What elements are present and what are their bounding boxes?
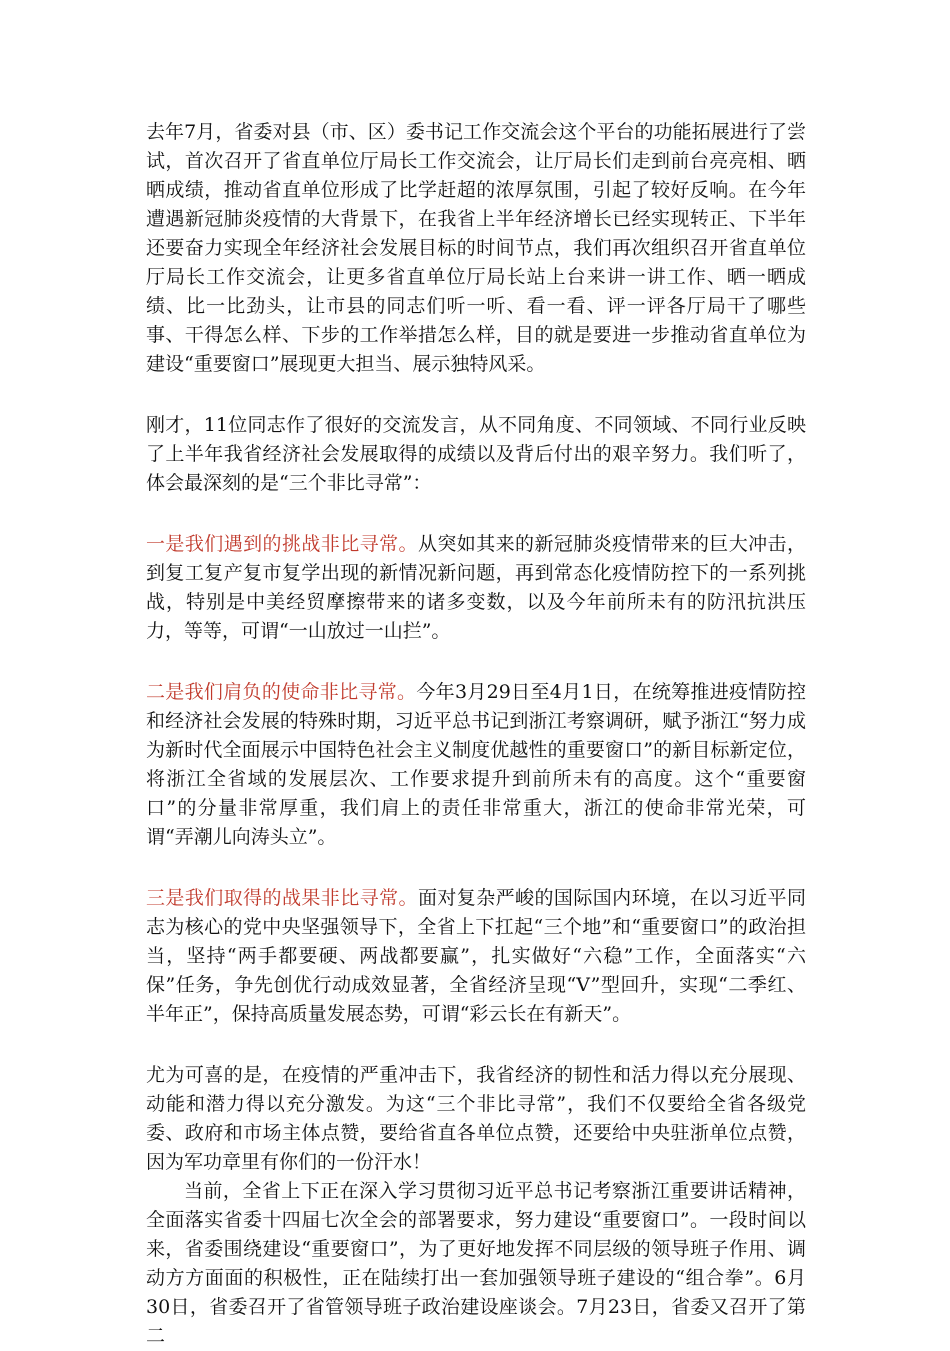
paragraph-point-1 — [146, 530, 806, 646]
paragraph-text: 去年7月，省委对县（市、区）委书记工作交流会这个平台的功能拓展进行了尝试，首次召开了省直单位厅局长工作交流会，让厅局长们走到前台亮亮相、晒晒成绩，推动省直单位形成了比学赶超的浓厚氛围，引起了较好反响。在今年遭遇新冠肺炎疫情的大背景下，在我省上半年经济增长已经实现转正、下半年还要奋力实现全年经济社会发展目标的时间节点，我们再次组织召开省直单位厅局长工作交流会，让更多省直单位厅局长站上台来讲一讲工作、晒一晒成绩、比一比劲头，让市县的同志们听一听、看一看、评一评各厅局干了哪些事、干得怎么样、下步的工作举措怎么样，目的就是要进一步推动省直单位为建设“重要窗口”展现更大担当、展示独特风采。 — [146, 121, 806, 375]
paragraph-text: 面对复杂严峻的国际国内环境，在以习近平同志为核心的党中央坚强领导下，全省上下扛起“三个地”和“重要窗口”的政治担当，坚持“两手都要硬、两战都要赢”，扎实做好“六稳”工作，全面落实“六保”任务，争先创优行动成效显著，全省经济呈现“V”型回升，实现“二季红、半年正”，保持高质量发展态势，可谓“彩云长在有新天”。 — [146, 887, 806, 1025]
paragraph-summary — [146, 411, 806, 498]
point-heading: 一是我们遇到的挑战非比寻常。 — [146, 533, 418, 555]
document-body — [146, 118, 806, 1351]
point-heading: 二是我们肩负的使命非比寻常。 — [146, 681, 417, 703]
paragraph-text: 刚才，11位同志作了很好的交流发言，从不同角度、不同领域、不同行业反映了上半年我省经济社会发展取得的成绩以及背后付出的艰辛努力。我们听了，体会最深刻的是“三个非比寻常”： — [146, 414, 806, 494]
paragraph-intro — [146, 118, 806, 379]
paragraph-point-2 — [146, 678, 806, 852]
paragraph-text: 从突如其来的新冠肺炎疫情带来的巨大冲击，到复工复产复市复学出现的新情况新问题，再到常态化疫情防控下的一系列挑战，特别是中美经贸摩擦带来的诸多变数，以及今年前所未有的防汛抗洪压力，等等，可谓“一山放过一山拦”。 — [146, 533, 806, 642]
paragraph-praise — [146, 1061, 806, 1177]
paragraph-current — [146, 1177, 806, 1351]
paragraph-text: 当前，全省上下正在深入学习贯彻习近平总书记考察浙江重要讲话精神，全面落实省委十四届七次全会的部署要求，努力建设“重要窗口”。一段时间以来，省委围绕建设“重要窗口”，为了更好地发挥不同层级的领导班子作用、调动方方面面的积极性，正在陆续打出一套加强领导班子建设的“组合拳”。6月30日，省委召开了省管领导班子政治建设座谈会。7月23日，省委又召开了第二 — [146, 1180, 806, 1347]
paragraph-point-3 — [146, 884, 806, 1029]
paragraph-text: 尤为可喜的是，在疫情的严重冲击下，我省经济的韧性和活力得以充分展现、动能和潜力得以充分激发。为这“三个非比寻常”，我们不仅要给全省各级党委、政府和市场主体点赞，要给省直各单位点赞，还要给中央驻浙单位点赞，因为军功章里有你们的一份汗水！ — [146, 1064, 806, 1173]
paragraph-text: 今年3月29日至4月1日，在统筹推进疫情防控和经济社会发展的特殊时期，习近平总书记到浙江考察调研，赋予浙江“努力成为新时代全面展示中国特色社会主义制度优越性的重要窗口”的新目标新定位，将浙江全省域的发展层次、工作要求提升到前所未有的高度。这个“重要窗口”的分量非常厚重，我们肩上的责任非常重大，浙江的使命非常光荣，可谓“弄潮儿向涛头立”。 — [146, 681, 806, 848]
point-heading: 三是我们取得的战果非比寻常。 — [146, 887, 418, 909]
